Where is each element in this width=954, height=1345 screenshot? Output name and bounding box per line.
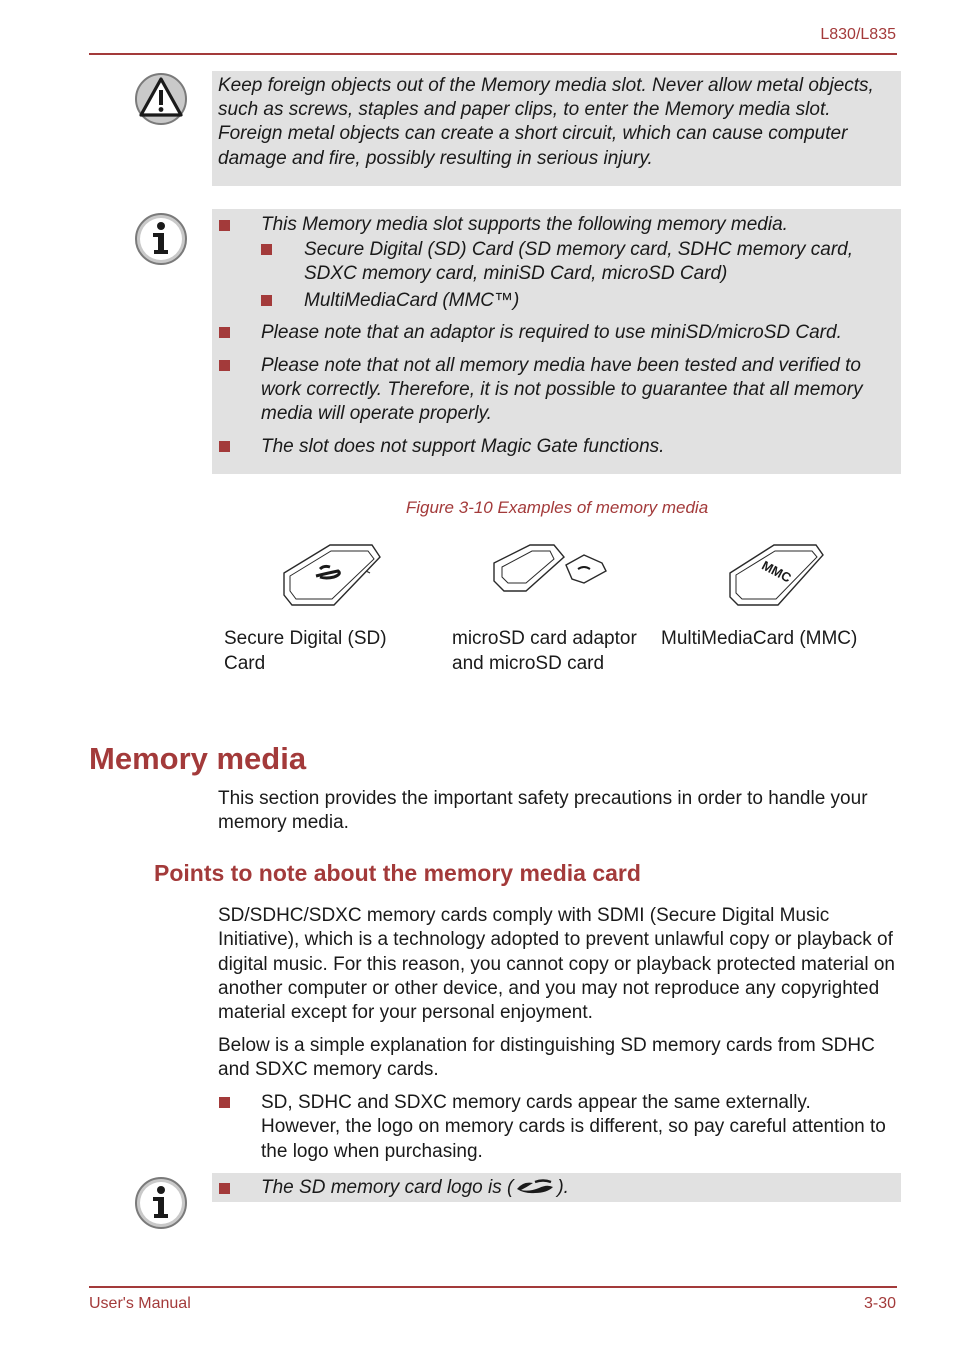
logo-note-text xyxy=(261,1176,891,1200)
logo-note-prefix: The SD memory card logo is ( xyxy=(261,1177,514,1198)
info-item: This Memory media slot supports the following memory media. xyxy=(261,214,788,235)
bullet xyxy=(219,360,230,371)
header-rule xyxy=(89,53,897,55)
mmc-label: MultiMediaCard (MMC) xyxy=(661,628,858,649)
microsd-adaptor-illustration xyxy=(492,543,610,600)
subsection-title: Points to note about the memory media card xyxy=(154,860,641,886)
info-subitem: MultiMediaCard (MMC™) xyxy=(304,290,520,311)
info-subitem: Secure Digital (SD) Card (SD memory card, SDHC memory card, SDXC memory card, miniSD Card, microSD Card) xyxy=(304,239,854,285)
logo-note-suffix: ). xyxy=(557,1177,569,1198)
bullet-text: SD, SDHC and SDXC memory cards appear the same externally. However, the logo on memory cards is different, so pay careful attention to the logo when purchasing. xyxy=(261,1092,886,1162)
paragraph-explanation: Below is a simple explanation for distinguishing SD memory cards from SDHC and SDXC memory cards. xyxy=(218,1035,875,1081)
mmc-card-text: MMC xyxy=(759,557,794,586)
footer-manual: User's Manual xyxy=(89,1295,191,1312)
section-title: Memory media xyxy=(89,741,307,776)
sd-card-label: Secure Digital (SD) Card xyxy=(224,628,387,674)
info-item: Please note that an adaptor is required to use miniSD/microSD Card. xyxy=(261,322,842,343)
info-item: Please note that not all memory media have been tested and verified to work correctly. Therefore, it is not possible to guarantee that all memory media will operate properly. xyxy=(261,355,863,425)
bullet xyxy=(219,1183,230,1194)
warning-note xyxy=(212,71,901,186)
sd-card-illustration xyxy=(280,543,384,614)
bullet xyxy=(219,327,230,338)
bullet xyxy=(219,441,230,452)
info-item: The slot does not support Magic Gate functions. xyxy=(261,436,665,457)
info-note-logo xyxy=(212,1173,901,1202)
bullet xyxy=(219,1097,230,1108)
bullet xyxy=(219,220,230,231)
info-icon xyxy=(134,1176,188,1230)
info-note-media xyxy=(212,209,901,474)
header-model: L830/L835 xyxy=(820,26,896,43)
paragraph-sdmi: SD/SDHC/SDXC memory cards comply with SDMI (Secure Digital Music Initiative), which is a technology adopted to prevent unlawful copy or playback of digital music. For this reason, you cannot copy or playback protected material on another computer or other device, and you may not reproduce any copyrighted material except for your personal enjoyment. xyxy=(218,905,895,1024)
warning-text: Keep foreign objects out of the Memory media slot. Never allow metal objects, such as screws, staples and paper clips, to enter the Memory media slot. Foreign metal objects can create a short circuit, which can cause computer damage and fire, possibly resulting in serious injury. xyxy=(218,75,874,169)
section-intro: This section provides the important safety precautions in order to handle your memory media. xyxy=(218,788,868,834)
info-icon xyxy=(134,212,188,266)
bullet xyxy=(261,244,272,255)
microsd-label: microSD card adaptor and microSD card xyxy=(452,628,637,674)
bullet xyxy=(261,295,272,306)
sd-logo-icon xyxy=(513,1178,557,1196)
figure-caption: Figure 3-10 Examples of memory media xyxy=(405,498,709,517)
footer-rule xyxy=(89,1286,897,1288)
footer-page-number: 3-30 xyxy=(863,1295,896,1312)
warning-icon xyxy=(134,72,188,126)
mmc-card-illustration xyxy=(726,543,826,614)
